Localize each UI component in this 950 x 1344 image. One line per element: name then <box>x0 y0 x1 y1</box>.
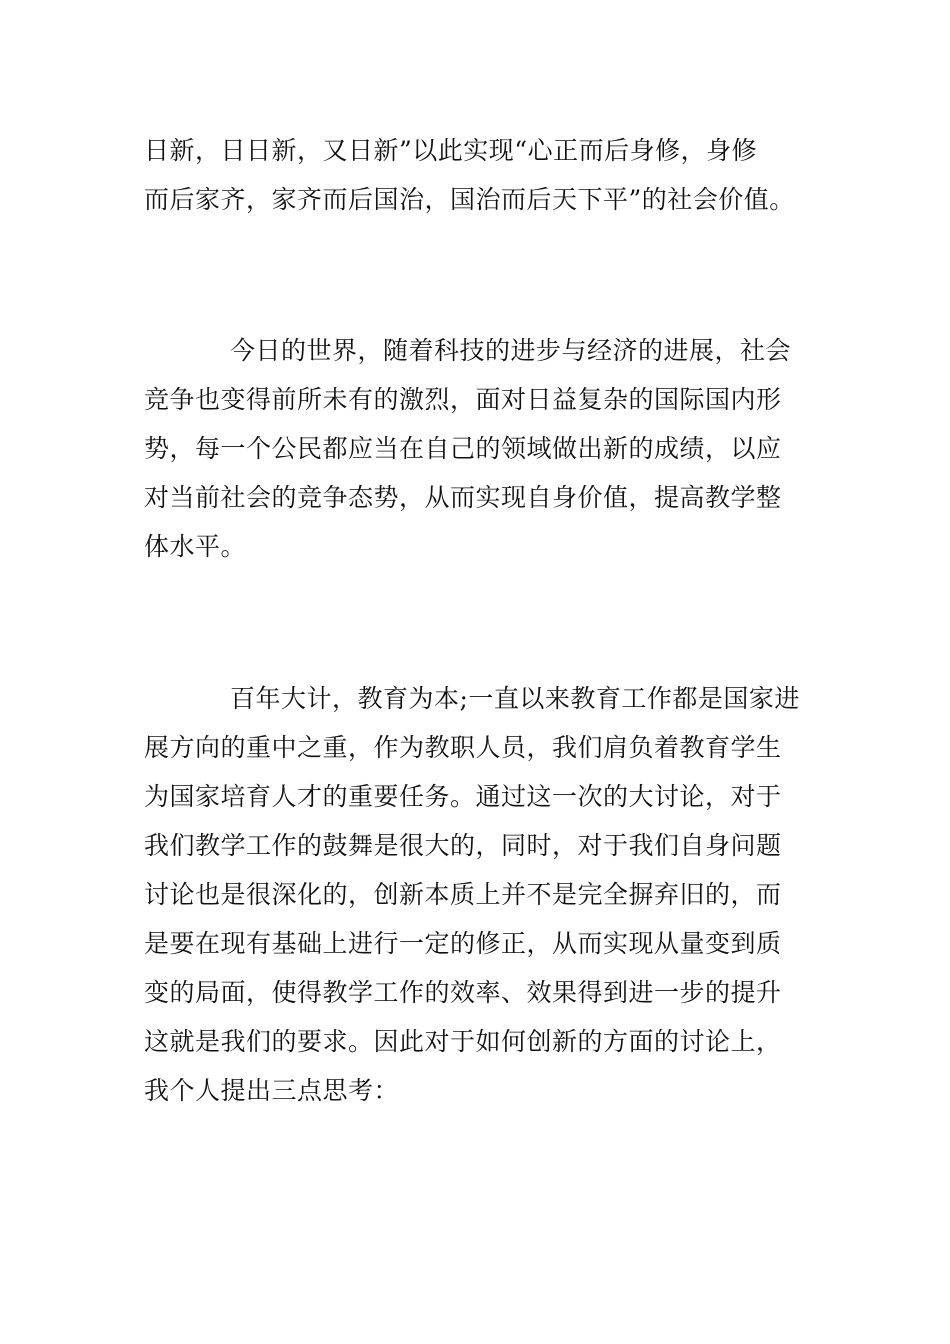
text-line: 是要在现有基础上进行一定的修正，从而实现从量变到质 <box>144 929 782 958</box>
text-line: 体水平。 <box>144 532 247 561</box>
text-line: 我们教学工作的鼓舞是很大的，同时，对于我们自身问题 <box>144 831 782 860</box>
text-line: 竞争也变得前所未有的激烈，面对日益复杂的国际国内形 <box>144 385 782 414</box>
text-line-first: 今日的世界，随着科技的进步与经济的进展，社会 <box>230 336 792 365</box>
text-line: 变的局面，使得教学工作的效率、效果得到进一步的提升 <box>144 978 782 1007</box>
text-line: 这就是我们的要求。因此对于如何创新的方面的讨论上， <box>144 1027 782 1056</box>
text-line-first: 百年大计，教育为本;一直以来教育工作都是国家进 <box>230 684 800 713</box>
text-line: 我个人提出三点思考： <box>144 1076 400 1105</box>
paragraph-world-competition <box>144 326 806 571</box>
text-line: 势，每一个公民都应当在自己的领域做出新的成绩，以应 <box>144 434 782 463</box>
paragraph-education <box>144 674 806 1115</box>
paragraph-continuation <box>144 126 806 224</box>
text-line: 对当前社会的竞争态势，从而实现自身价值，提高教学整 <box>144 483 782 512</box>
text-line: 展方向的重中之重，作为教职人员，我们肩负着教育学生 <box>144 733 782 762</box>
text-line: 为国家培育人才的重要任务。通过这一次的大讨论，对于 <box>144 782 782 811</box>
text-line: 而后家齐，家齐而后国治，国治而后天下平”的社会价值。 <box>144 185 795 214</box>
text-line: 讨论也是很深化的，创新本质上并不是完全摒弃旧的，而 <box>144 880 782 909</box>
text-line: 日新，日日新，又日新”以此实现“心正而后身修，身修 <box>144 136 758 165</box>
